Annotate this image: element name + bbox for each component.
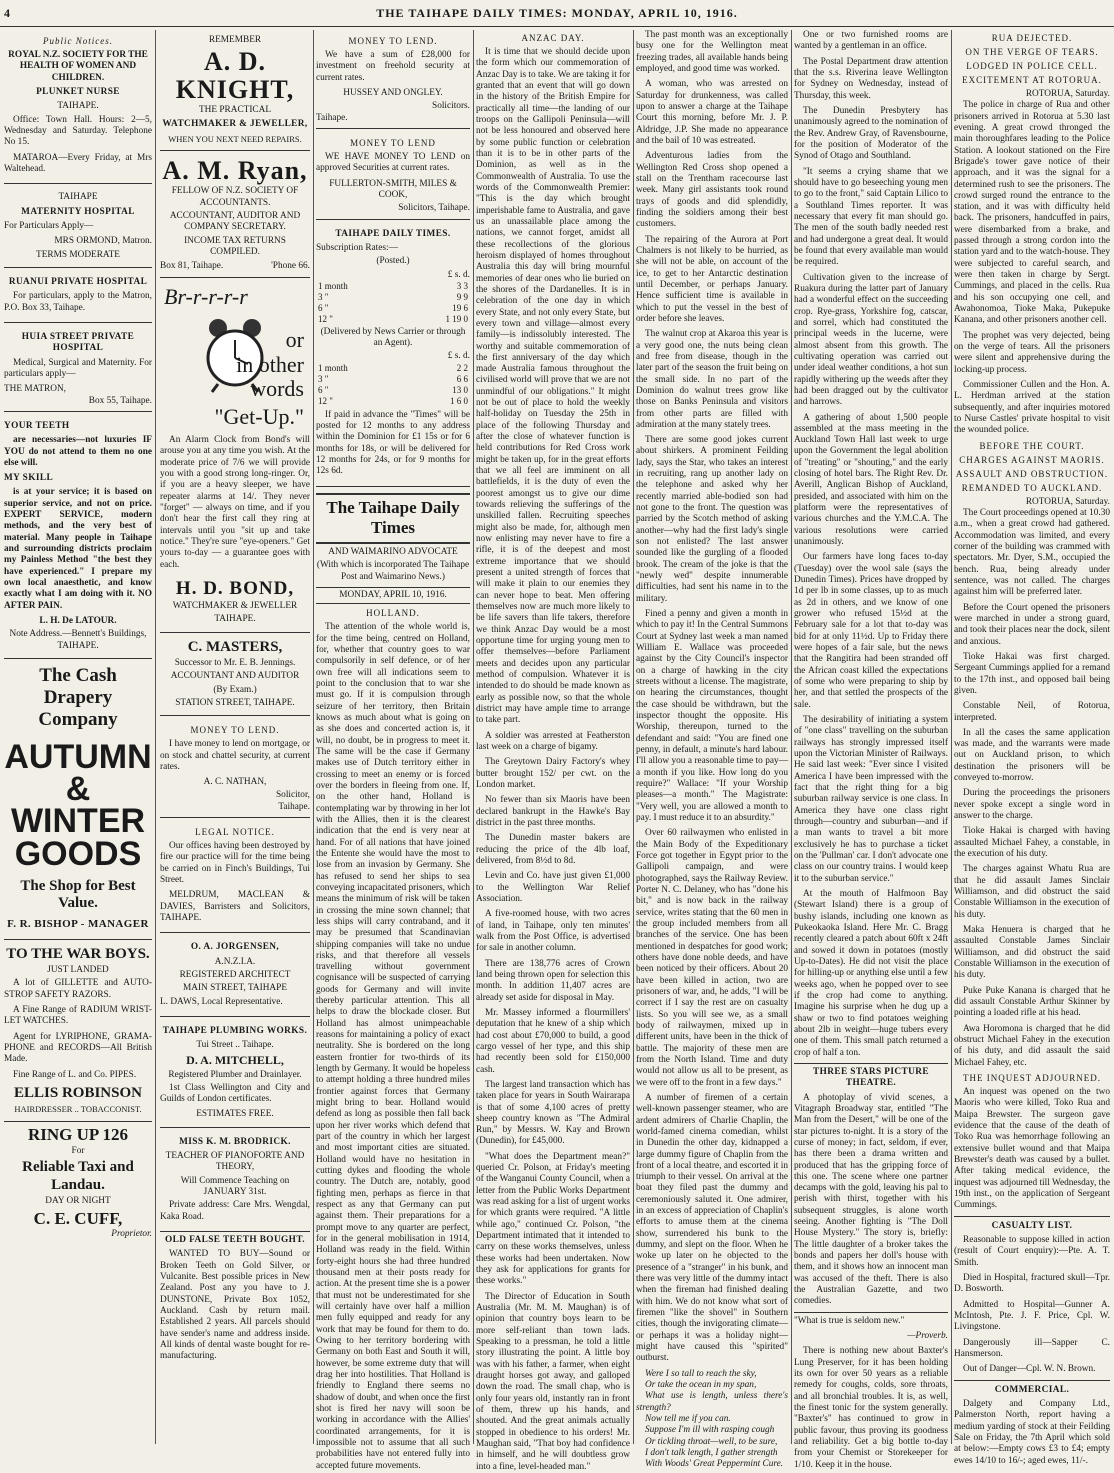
cash-drapery-name: The Cash Drapery (39, 665, 117, 708)
phone: 'Phone 66. (271, 261, 310, 272)
article-text: Tioke Hakai was first charged. Sergeant Cummings applied for a remand to the 17th inst., and opposed bail being given. (954, 651, 1110, 696)
winter-text: WINTER (10, 802, 146, 841)
news-item: There are 138,776 acres of Crown land being thrown open for selection this month. In addition 11,407 acres are already set aside for disposal in May. (476, 958, 630, 1003)
article-text: Before the Court opened the prisoners were marched in under a strong guard, and took their places near the dock, silent and anxious. (954, 602, 1110, 647)
manager: F. R. BISHOP - MANAGER (7, 918, 149, 931)
firm: HUSSEY AND ONGLEY. (343, 87, 443, 98)
article-text: Tioke Hakai is charged with having assaulted Michael Fahey, a constable, in the execution of his duty. (954, 826, 1110, 860)
maternity-title: MATERNITY HOSPITAL (21, 206, 135, 217)
knight-name: A. D. KNIGHT, (175, 47, 295, 104)
column-6 (794, 30, 948, 1470)
estimates: ESTIMATES FREE. (196, 1109, 274, 1120)
remember: REMEMBER (208, 35, 262, 45)
public-notices (4, 30, 152, 184)
news-item: Adventurous ladies from the Wellington Red Cross shop opened a stall on the Trentham racecourse last week. Many girl assistants took round trays of goods and did splendidly, finding the soldiers among their best customers. (636, 151, 788, 230)
rate-amount: 13 0 (452, 384, 468, 395)
text: I have money to lend on mortgage, or on stock and chattel security, at current rates. (160, 739, 310, 772)
article-text: It is time that we should decide upon the form which our commemoration of Anzac Day is to take. We are taking it for granted that an event that will go down in the history of the British Empire for practically all time—the landing of our troops on the Gallipoli Peninsula—will not be less honoured and observed here by some public function or celebration than it is to be in other parts of the Dominion, as well as in the Commonwealth of Australia. To use the words of the Commonwealth Premier: "This is the day which brought imperishable fame to Australia, and gave us an unassailable place among the nations, we cannot forget, amidst all these recollections of the glorious heroism displayed of homes throughout Australia this day will bring mournful memories of dear ones who lie buried on the shores of the Dardanelles. It is in celebration of the one day in which every State, and not only every State, but every town and village—almost every family—is indissolubly interested. The worthy and suitable commemoration of the first anniversary of the day which made Australia famous throughout the civilised world will prove that we are not unmindful of our obligations." It might not be out of place to hold the weekly half-holiday on Tuesday the 25th in place of the following Thursday and after the close of whatever function is held contributions for Red Cross work might be taken up, for in the great efforts that we all feel are imminent on all battlefields, it is the duty of even the poorest amongst us to give our dime towards relieving the sufferings of the unskilled fallen. Recruiting speeches might also be made, for, although men now enlisting may never have to fire a rifle, it is of the deepest and most extreme importance that we should present a united strength of forces that will make it plain to our enemies they can never hope to beat. Men offering themselves now are much more likely to be life savers than life takers, therefore we think Anzac Day would be a most opportune time for urging young men to offer themselves—before Parliament meets and decides upon any particular method of compulsion. Whatever it is intended to do should be made known as early as possible now, so that the whole district may have ample time to arrange to take part. (476, 46, 630, 726)
verse-line: Or tickling throat—well, to be sure, (645, 1436, 778, 1447)
get-up-text: "Get-Up." (214, 403, 304, 429)
article-text: Constable Neil, of Rotorua, interpreted. (954, 701, 1110, 723)
legal-notice (160, 821, 310, 933)
brodrick-ad (160, 1131, 310, 1232)
hussey-ad (316, 30, 470, 129)
sub-heading: EXCITEMENT AT ROTORUA. (962, 74, 1102, 85)
news-item: One or two furnished rooms are wanted by a gentleman in an office. (794, 30, 948, 52)
bond-name: H. D. BOND, (175, 578, 295, 600)
rate-period: 12 " (318, 395, 333, 406)
street: MAIN STREET, TAIHAPE (182, 983, 287, 994)
dateline: ROTORUA, Saturday. (1025, 496, 1110, 507)
news-item: The Greytown Dairy Factory's whey butter brought 152/ per cwt. on the London market. (476, 757, 630, 790)
street: Tui Street .. Taihape. (196, 1040, 274, 1051)
text: are necessaries—not luxuries IF YOU do not attend to them no one else will. (4, 435, 152, 468)
column-rule (791, 30, 792, 1444)
firm: FULLERTON-SMITH, MILES & COOK, (329, 178, 457, 200)
ryan-ad (160, 154, 310, 278)
rate-amount: 6 6 (456, 373, 468, 384)
landed: JUST LANDED (47, 964, 109, 975)
solicitors: Solicitors. (432, 101, 470, 112)
false-teeth-ad (160, 1235, 310, 1363)
ryan-name: A. M. Ryan, (162, 155, 308, 185)
delivered-rates-table (316, 363, 470, 407)
dentist-name: L. H. De LATOUR. (39, 616, 117, 627)
news-item: A woman, who was arrested on Saturday for drunkenness, was called upon to answer a charge at the Taihape Court this morning, before Mr. J. P. Aldridge, J.P. She made no appearance and the bail of 10 was estreated. (636, 79, 788, 146)
verse-line: Suppose I'm ill with rasping cough (645, 1425, 775, 1436)
rate-row (316, 303, 470, 314)
legal-heading: LEGAL NOTICE. (195, 827, 275, 838)
rate-row (316, 385, 470, 396)
news-item: There are some good jokes current about shirkers. A prominent Feilding lady, says the Star, who takes an interest in recruiting, rang up another lady on the telephone and asked why her recently married able-bodied son had not gone to the front. The question was parried by the Scotch method of asking another—why had the first lady's single son not enlisted? The last answer sounded like the gurgling of a flooded brook. The cream of the joke is that the "newly wed" despite innumerable difficulties, had sent his name in to the military. (636, 435, 788, 604)
sub-heading: THE INQUEST ADJOURNED. (962, 1073, 1102, 1084)
skill-heading: MY SKILL (4, 473, 54, 484)
masters-ad (160, 636, 310, 717)
column-3 (316, 30, 470, 1471)
words-text: words (250, 375, 304, 401)
place: TAIHAPE (58, 192, 98, 203)
successor: Successor to Mr. E. B. Jennings. (174, 657, 296, 668)
plunket-place: TAIHAPE. (57, 101, 99, 112)
rate-row (316, 292, 470, 303)
text: For Particulars Apply— (4, 220, 94, 231)
text: Medical, Surgical and Maternity. For particulars apply— (4, 357, 152, 379)
war-boys-ad (4, 943, 152, 1122)
huia-title: HUIA STREET PRIVATE HOSPITAL (21, 331, 135, 354)
repairs: WHEN YOU NEXT NEED REPAIRS. (168, 133, 302, 144)
news-item: Fined a penny and given a month in which to pay it! In the Central Summons Court at Sydney last week a man named William E. Wallace was proceeded against by the City Council's inspector on a charge of hawking in the city streets without a license. The magistrate, on hearing the circumstances, thought the case should be withdrawn, but the inspector thought the opposite. His Worship, thereupon, turned to the defendant and said: "You are fined one penny, in default, a minute's hard labour. I'll allow you a reasonable time to pay—a month if you like. How long do you require?" Wallace: "If your Worship pleases—a month." The Magistrate: "Very well, you are allowed a month to pay. I must reduce it to an absurdity." (636, 609, 788, 823)
article-text: The attention of the whole world is, for the time being, centred on Holland, for, whether that country goes to war compulsorily in self defence, or of her own free will all indications seem to point to the conclusion that to war she must go. If it is compulsion through seizure of her territory, then Britain knows as much about what is going on as she does and concerted action is, it will, no doubt, be in progress to meet it. The same will be the case if Germany makes use of Dutch territory either in crossing to meet an enemy or is forced over the borders in fleeing from one. If, on the other hand, Holland is contemplating war by throwing in her lot with the Allies, then it is the clearest indication that the end is very near at hand. For of all nations that have joined the Entente she would have the most to lose from an invasion by Germany. She has refused to send her ships to sea conveying incapacitated prisoners, which means the minimum of risk will be taken in crossing the mine sown channel; that less ships will carry contraband, and it may be presumed that Scandinavian shipping companies will take no undue risks, and that therefore all vessels travelling without government cognisance will be suspected of carrying goods for Germany and will invite thereby particular attention. This all helps to draw the blockade closer. But Holland has almost unimpeachable reasons for maintaining a policy of exact neutrality. She is bordered on the long eastern frontier for two-thirds of its length by Germany. It would be hopeless to attempt holding a three hundred miles frontier against forces that Germany might bring to bear. Holland would defend as long as possible then fall back upon her river works which defend that part of the country in which her largest and most important cities are situated. Holland would have no hesitation in cutting dykes and flooding the whole country. The Dutch are, notably, good fighting men, perhaps as fierce in that respect as any that Germany can put against them. Their preparations for a prompt move to any quarter are perfect, for in the general mobilisation in 1914, Holland was ready in the field. Within forty-eight hours she had three hundred thousand men at their posts ready for action. At the present time she is a power that must not be underestimated for she will certainly have over half a million men fully equipped and ready for any work that may be found for them to do. Owing to her territory bordering with Germany on both East and South it will, however, be some extreme duty that will drag her into hostilities. That Holland is friendly to England there seems no shadow of doubt, and when once the first shot is fired her navy will soon be working in accordance with the Allies' coordinated arrangements, for it is impossible not to assume that all such probabilities have not entered fully into accepted future movements. (316, 622, 470, 1471)
column-rule (155, 30, 156, 1444)
rate-amount: 1 19 0 (445, 313, 468, 324)
ruanui-title: RUANUI PRIVATE HOSPITAL (8, 276, 148, 287)
rate-amount: 19 6 (452, 302, 468, 313)
article-text: The charges against Whatu Rua are that he did assault James Sinclair Williamson, and did obstruct the said Constable Williamson in the execution of his duty. (954, 864, 1110, 920)
news-item: The past month was an exceptionally busy one for the Wellington meat freezing trades, all available hands being employed, and good time was worked. (636, 30, 788, 74)
plumbing-ad (160, 1020, 310, 1128)
article-text: Awa Horomona is charged that he did obstruct Michael Fahey in the execution of his duty, and did assault the said Michael Fahey, etc. (954, 1023, 1110, 1068)
masthead (0, 0, 1114, 27)
text: is at your service; it is based on superior service, and not on price. EXPERT SERVICE, modern methods, and the very best of material. Many people in Taihape and surrounding districts proclaim my Painless Method "the best they have experienced." I prepare my own local anaesthetic, and know exactly what I am doing with it. NO AFTER PAIN. (4, 487, 152, 611)
place: Taihape. (278, 801, 310, 812)
nathan-ad (160, 719, 310, 818)
news-item: Our farmers have long faces to-day (Tuesday) over the wool sale (says the Dunedin Times). Prices have dropped by 1d per lb in some classes, up to as much as 2d in others, and we know of one grower who refused 15½d at the February sale for a lot that to-day was bid for at only 11½d. Up to Friday there were hopes of a fair sale, but the news that the Rangitira had been stranded off the African coast killed the expectations of some who were preparing to ship by her, and that settled the prospects of the sale. (794, 552, 948, 710)
news-item: No fewer than six Maoris have been declared bankrupt in the Hawke's Bay district in the past three months. (476, 795, 630, 828)
news-item: "What does the Department mean?" queried Cr. Polson, at Friday's meeting of the Wanganui County Council, when a letter from the Public Works Department was read asking for a list of urgent works for which grants were required. "A little while ago," continued Cr. Polson, "the Department intimated that it intended to carry on these works themselves, unless these works had been undertaken. Now they ask for applications for grants for these works." (476, 1151, 630, 1287)
column-rule (473, 30, 474, 1444)
column-1 (4, 30, 152, 1444)
news-item: "It seems a crying shame that we should have to go beseeching young men to go to the front," said Captain Lilico to a Southland Times reporter. It was necessary that every fit man should go. The men of the south badly needed rest and had undergone a great deal. It would be found that every available man would be required. (794, 166, 948, 268)
fellow: FELLOW OF N.Z. SOCIETY OF ACCOUNTANTS. (171, 186, 299, 208)
sub-heading: BEFORE THE COURT. (979, 440, 1085, 451)
false-teeth-heading: OLD FALSE TEETH BOUGHT. (165, 1235, 305, 1246)
firm: MELDRUM, MACLEAN & DAVIES, Barristers and Solicitors, TAIHAPE. (160, 890, 310, 924)
rate-period: 12 " (318, 313, 333, 324)
posted-rates-table (316, 281, 470, 325)
in-other-text: in other (236, 351, 304, 377)
cash-drapery-ad (4, 662, 152, 940)
rate-row (316, 281, 470, 292)
column-rule (951, 30, 952, 1444)
money-to-lend-heading: MONEY TO LEND (350, 137, 436, 148)
theatre-text: A photoplay of vivid scenes, a Vitagraph Broadway star, entitled "The Man from the Desert," will be one of the star pictures to-night. It is a story of the curse of money; in fact, seldom, if ever, has there been a drama written and produced that has the gripping force of this one. The scene where one partner decamps with the gold, leaving his pal to perish with thirst, together with his subsequent struggles, is alone worth seeing. Another fighting is "The Doll House Mystery." The story is, briefly: The little daughter of a broker takes the bonds and papers her doll's house with them, and it shows how an innocent man was accused of the theft. There is also the Australian Gazette, and two comedies. (794, 1092, 948, 1307)
sub-heading: LODGED IN POLICE CELL. (966, 60, 1098, 71)
teacher: TEACHER OF PIANOFORTE AND THEORY, (165, 1151, 305, 1173)
fullerton-ad (316, 132, 470, 220)
commercial-text: Dalgety and Company Ltd., Palmerston North, report having a medium yarding of stock at their Feilding Sale on Friday, the 7th April which sold at below:—Empty cows £3 to £4; empty ewes 14/10 to 16/-; aged ewes, 11/-. (954, 1398, 1110, 1466)
architect-ad (160, 936, 310, 1017)
matron: THE MATRON, (4, 384, 66, 395)
peppermint-cure-verse (636, 1369, 788, 1471)
alarm-clock-ad (160, 281, 310, 633)
box: Box 55, Taihape. (88, 395, 152, 406)
verse-line: Now tell me if you can. (645, 1414, 731, 1425)
income-tax: INCOME TAX RETURNS COMPILED. (184, 235, 286, 257)
verse-line: Or take the ocean in my span, (645, 1380, 757, 1391)
sub-heading: ON THE VERGE OF TEARS. (965, 46, 1099, 57)
text: Fine Range of L. and Co. PIPES. (13, 1069, 137, 1080)
ring-up: RING UP 126 (27, 1124, 129, 1144)
representative: L. DAWS, Local Representative. (160, 996, 283, 1007)
currency-header: £ s. d. (447, 269, 470, 280)
mataroa-notice: MATAROA—Every Friday, at Mrs Waltehead. (4, 152, 152, 174)
casualty-heading: CASUALTY LIST. (954, 1216, 1110, 1232)
article-text: An inquest was opened on the two Maoris who were killed, Toko Rua and Maipa Brewster. The surgeon gave evidence that the cause of the death of Toko Rua was hemorrhage following an extensive bullet wound and that Maipa Brewster's death was caused by a bullet. After taking medical evidence, the inquest was adjourned till Wednesday, the 19th inst., on the application of Sergeant Cummings. (954, 1086, 1110, 1211)
article-text: The Court proceedings opened at 10.30 a.m., when a great crowd had gathered. Accommodation was limited, and every corner of the building was crammed with spectators. Mr. Dyer, S.M., occupied the bench. Rua, being already under sentence, was not called. The charges against him will be preferred later. (954, 507, 1110, 598)
trade: ACCOUNTANT AND AUDITOR (170, 671, 300, 682)
practical: THE PRACTICAL (198, 104, 272, 115)
article-text: During the proceedings the prisoners never spoke except a single word in answer to the charge. (954, 788, 1110, 822)
nathan-name: A. C. NATHAN, (203, 777, 267, 788)
news-item: The largest land transaction which has taken place for years in South Wairarapa is that of some 4,100 acres of pretty sheep country known as "The Admiral Run," by Messrs. W. Kay and Brown (Dunedin), for £45,000. (476, 1079, 630, 1147)
article-heading: ANZAC DAY. (521, 33, 585, 43)
shop-tagline: The Shop for Best Value. (20, 877, 136, 912)
autumn-text: AUTUMN & (4, 737, 152, 808)
rate-period: 3 " (318, 373, 329, 384)
casualty-item: Died in Hospital, fractured skull—Tpr. D. Bosworth. (954, 1272, 1110, 1295)
verse-line: What use is length, unless there's strength? (636, 1391, 788, 1413)
solicitor: Solicitor, (276, 790, 310, 801)
watchmaker: WATCHMAKER & JEWELLER, (162, 119, 308, 130)
reliable: Reliable Taxi and (22, 1159, 134, 1176)
news-item: A soldier was arrested at Featherston last week on a charge of bigamy. (476, 730, 630, 752)
contact-row (160, 261, 310, 272)
matron-name: MRS ORMOND, Matron. (54, 236, 152, 247)
news-item: The Dunedin Presbytery has unanimously agreed to the nomination of the Rev. Andrew Gray, of Ravensbourne, for the position of Moderator of the Synod of Otago and Southland. (794, 105, 948, 162)
article-text: Maka Henuera is charged that he assaulted Constable James Sinclair Williamson, and did obstruct the said Constable Williamson in the execution of his duty. (954, 925, 1110, 981)
goods-text: GOODS (14, 834, 142, 873)
anzia: A.N.Z.I.A. (214, 956, 256, 967)
news-item: At the mouth of Halfmoon Bay (Stewart Island) there is a group of bushy islands, including one known as Pukeokaoka Island. Here Mr. C. Bragg recently cleared a patch about 60ft x 24ft and sowed it down in potatoes (mostly Up-to-Dates). He did not visit the place for hilling-up or anything else until a few weeks ago, when he popped over to see if the crop had come to anything. Imagine his surprise when he dug up a shaw or two to find potatoes weighing about 2lb in weight—huge tubers every one of them. This small patch returned a crop of half a ton. (794, 888, 948, 1058)
ellis-robinson: ELLIS ROBINSON (14, 1084, 142, 1101)
editorial-masthead: The Taihape Daily Times (316, 493, 470, 544)
text: We have a sum of £28,000 for investment on freehold security at current rates. (316, 49, 470, 83)
text: A lot of GILLETTE and AUTO-STROP SAFETY RAZORS. (4, 978, 152, 1000)
architect: REGISTERED ARCHITECT (179, 970, 291, 981)
terms: TERMS MODERATE (36, 249, 120, 260)
issue-date: MONDAY, APRIL 10, 1916. (316, 587, 470, 604)
mitchell-name: D. A. MITCHELL, (186, 1052, 284, 1067)
jorgensen-name: O. A. JORGENSEN, (190, 942, 280, 953)
masters-name: C. MASTERS, (187, 638, 283, 655)
subscription-rates (316, 223, 470, 487)
currency-header: £ s. d. (447, 351, 470, 362)
column-rule (313, 30, 314, 1444)
rate-period: 1 month (318, 280, 348, 291)
text: WANTED TO BUY—Sound or Broken Teeth on Gold Silver, or Vulcanite. Best possible prices in New Zealand. Post any you have to J. DUNSTONE, Private Box 1052, Auckland. Cash by return mail. Established 2 years. All parcels should have sender's name and address inside. All kinds of dental waste bought for re-manufacturing. (160, 1249, 310, 1362)
rate-period: 1 month (318, 362, 348, 373)
news-item: The Postal Department draw attention that the s.s. Riverina leave Wellington for Sydney on Wednesday, instead of Thursday, this week. (794, 56, 948, 101)
brr-text: Br-r-r-r-r (164, 283, 248, 309)
taxi-ad (4, 1125, 152, 1241)
certificates: 1st Class Wellington and City and Guilds of London certificates. (160, 1082, 310, 1105)
rate-amount: 1 6 0 (450, 395, 468, 406)
article-heading: HOLLAND. (366, 608, 420, 619)
dentist-ad (4, 415, 152, 659)
news-item: A number of firemen of a certain well-known passenger steamer, who are ardent admirers of Charlie Chaplin, the world-famed cinema comedian, whilst in Dunedin the other day, kidnapped a large dummy figure of Chaplin from the front of a local theatre, and escorted it in triumph to their vessel. On arrival at the boat they filed past the dummy and ceremoniously saluted it. One admirer, in an excess of appreciation of Chaplin's efforts to amuse them at the cinema show, surrendered his bunk to the dummy, and slept on the floor. When he woke up later on he objected to the presence of a "stranger" in his bunk, and there was very little of the dummy intact when the fireman had finished dealing with him. We do not know what sort of firemen "like the shovel" in Southern cities, though the invigorating climate—or perhaps it was a holiday night—might have caused this "spirited" outburst. (636, 1092, 788, 1364)
rate-row (316, 363, 470, 374)
proprietor: Proprietor. (111, 1228, 152, 1239)
article-heading: RUA DEJECTED. (991, 33, 1073, 43)
news-item: A five-roomed house, with two acres of land, in Taihape, only ten minutes' walk from the Post Office, is advertised for sale in another column. (476, 909, 630, 954)
office-hours: Office: Town Hall. Hours: 2—5, Wednesday and Saturday. Telephone No 15. (4, 114, 152, 148)
column-5 (636, 30, 788, 1470)
plunket-heading: PLUNKET NURSE (36, 86, 120, 97)
verse-line: With Woods' Great Peppermint Cure. (645, 1459, 784, 1470)
casualty-item: Dangerously ill—Sapper C. Hansmerson. (954, 1337, 1110, 1359)
address: Private address: Care Mrs. Wengdal, Kaka Road. (160, 1200, 310, 1222)
money-to-lend-heading: MONEY TO LEND. (190, 725, 280, 736)
knight-ad (160, 30, 310, 151)
rate-period: 6 " (318, 302, 329, 313)
incorporated: (With which is incorporated The Taihape Post and Waimarino News.) (316, 560, 470, 582)
article-text: In all the cases the same application was made, and the warrants were made out on Auckland prison, to which destination the prisoners will be conveyed to-morrow. (954, 727, 1110, 784)
exam: (By Exam.) (213, 684, 257, 695)
dateline: ROTORUA, Saturday. (1025, 88, 1110, 99)
money-to-lend-heading: MONEY TO LEND. (348, 36, 438, 46)
sub-heading: ASSAULT AND OBSTRUCTION. (955, 468, 1109, 479)
bond-place: TAIHAPE. (214, 614, 256, 625)
article-text: The prophet was very dejected, being on the verge of tears. All the prisoners were silent and apprehensive during the locking-up process. (954, 330, 1110, 375)
news-item: Cultivation given to the increase of Ruakura during the latter part of January had a wonderful effect on the succeeding crop. Rye-grass, Yorkshire fog, catscar, and sorrel, which had constituted the principal weeds in the lucerne, were almost absent from this growth. The cultivating operation was carried out under ideal weather conditions, a hot sun rapidly withering up the weeds after they had been dragged out by the cultivator and harrows. (794, 272, 948, 408)
news-item: The Dunedin master bakers are reducing the price of the 4lb loaf, delivered, from 8½d to 8d. (476, 833, 630, 866)
registered: Registered Plumber and Drainlayer. (168, 1069, 302, 1080)
sub-heading: REMANDED TO AUCKLAND. (961, 482, 1103, 493)
text: Our offices having been destroyed by fire our practice will for the time being be carried on in Finch's Buildings, Tui Street. (160, 841, 310, 886)
news-item: A gathering of about 1,500 people assembled at the mass meeting in the Auckland Town Hall last week to urge upon the Government the legal abolition of "treating" or "shouting," and the early closing of hotel bars. The Right Rev. Dr. Averill, Anglican Bishop of Auckland, presided, and associated with him on the platform were the representatives of various churches and the Y.M.C.A. The various resolutions were carried unanimously. (794, 412, 948, 548)
alarm-text: An Alarm Clock from Bond's will arouse you at any time you wish. At the moderate price of 7/6 we will provide you with a good strong long-ringer. Or, if you are a heavy sleeper, we have repeater alarms at 14/. They never "forget" — always on time, and if you don't hear the first call they ring at intervals until you "sit up and take notice." They're sure "eye-openers." Get yours to-day — a guarantee goes with each. (160, 435, 310, 570)
rate-period: 6 " (318, 384, 329, 395)
solicitors: Solicitors, Taihape. (398, 203, 470, 214)
sub-heading: CHARGES AGAINST MAORIS. (959, 454, 1105, 465)
news-item: Mr. Massey informed a flourmillers' deputation that he knew of a ship which had cost about £70,000 to build, a good cargo vessel of her type, and this ship had recently been sold for £150,000 cash. (476, 1007, 630, 1075)
masthead-title: THE TAIHAPE DAILY TIMES: MONDAY, APRIL 10, 1916. (376, 6, 738, 20)
news-item: The walnut crop at Akaroa this year is a very good one, the nuts being clean and free from disease, though in the later part of the season the fruit being on the small side. In no part of the Dominion do walnut trees grow like those on Banks Peninsula and visitors from other parts are filled with admiration at the many stately trees. (636, 329, 788, 430)
ruanui-ad (4, 271, 152, 323)
commercial-heading: COMMERCIAL. (954, 1380, 1110, 1396)
dentist-address: Note Address.—Bennett's Buildings, TAIHAPE. (9, 629, 147, 651)
cash-drapery-company: Company (38, 708, 118, 730)
article-text: Puke Puke Kanana is charged that he did assault Constable Arthur Skinner by pointing a loaded rifle at his head. (954, 985, 1110, 1019)
subs-heading: Subscription Rates:— (316, 242, 398, 253)
column-7 (954, 30, 1110, 1466)
bond-trade: WATCHMAKER & JEWELLER (172, 600, 298, 611)
rate-row (316, 314, 470, 325)
place: Taihape. (316, 112, 348, 123)
rate-amount: 2 2 (456, 362, 468, 373)
column-rule (633, 30, 634, 1444)
news-item: The desirability of initiating a system of "one class" travelling on the suburban railways has strongly impressed itself upon the Victorian Minister of Railways. He said last week: "Ever since I visited America I have been impressed with the fact that the right thing for a big suburban railway service is one class. In America they have one class right through—country and suburban—and if a man wants to travel a bit more exclusively he has to purchase a ticket on the 'Pullman' car. I don't advocate one class on our country trains. I would keep it to the suburban service." (794, 715, 948, 884)
cuff-name: C. E. CUFF, (33, 1209, 123, 1229)
news-item: Over 60 railwaymen who enlisted in the Main Body of the Expeditionary Force got together in Egypt prior to the Gallipoli campaign, and were photographed, says the Railway Review. Porter N. C. Delaney, who has "done his bit," and is now back in the railway service, writes stating that the 60 men in the group included members from all branches of the service. One has been mentioned in despatches for good work; others have done noble deeds, and have been noticed by their officers. About 20 have been killed in action, two are prisoners of war, and, he adds, "I will be correct if I say the rest are on casualty lists. So you will see we, as a small body of railwaymen, mixed up in different units, have been in the thick of battle. The majority of these men are from the North Island. Time and duty would not allow us all to be present, as we were off to the front in a few days." (636, 828, 788, 1088)
article-text: Commissioner Cullen and the Hon. A. L. Herdman arrived at the station subsequently, and after inquiries motored to Nurse Castles' private hospital to visit the wounded police. (954, 380, 1110, 436)
text: WE HAVE MONEY TO LEND on approved Securities at current rates. (316, 151, 470, 174)
rate-amount: 9 9 (456, 291, 468, 302)
theatre-heading: THREE STARS PICTURE THEATRE. (794, 1063, 948, 1090)
verse-line: Were I so tall to reach the sky, (645, 1368, 757, 1379)
rate-amount: 3 3 (456, 280, 468, 291)
street: STATION STREET, TAIHAPE. (175, 697, 295, 708)
paper-title: TAIHAPE DAILY TIMES. (335, 228, 451, 239)
casualty-item: Admitted to Hospital—Gunner A. McIntosh, Pte. J. F. Price, Cpl. W. Livingstone. (954, 1299, 1110, 1333)
landau: Landau. (51, 1176, 105, 1193)
column-2 (160, 30, 310, 1444)
huia-ad (4, 326, 152, 412)
teeth-heading: YOUR TEETH (4, 420, 70, 431)
text: A Fine Range of RADIUM WRIST-LET WATCHES. (4, 1004, 152, 1027)
text: Agent for LYRIPHONE, GRAMA-PHONE and RECORDS—All British Made. (4, 1031, 152, 1065)
casualty-item: Reasonable to suppose killed in action (result of Court enquiry):—Pte. A. T. Smith. (954, 1234, 1110, 1268)
article-text: The police in charge of Rua and other prisoners arrived in Rotorua at 5.30 last evening. A great crowd thronged the main thoroughfares leading to the Police Station. A lookout stationed on the Fire Brigade's tower gave notice of their approach, and it was the signal for a determined rush to see the prisoners. The crowd surged round the entrance to the station, and it was with difficulty held back. The prisoners, handcuffed in pairs, were disembarked from a brake, and passed through a strong cordon into the station yard and to the watch-house. They were subjected to careful search, and were then taken in charge by Sergt. Cummings, and placed in the cells. Rua and his son occupying one cell, and Awahonomoa, Tioke Maka, Pukepuke Kanana, and other prisoners another cell. (954, 100, 1110, 326)
brodrick-name: MISS K. M. BRODRICK. (179, 1136, 291, 1147)
text: If paid in advance the "Times" will be posted for 12 months to any address within the Dominion for £1 15s or for 6 months for 18s, or will be delivered for 12 months for 24s, or for 9 months for 12s 6d. (316, 409, 470, 477)
commence: Will Commence Teaching on JANUARY 31st. (180, 1175, 290, 1198)
proverb-attribution: —Proverb. (907, 1331, 948, 1342)
text: For particulars, apply to the Matron, P.O. Box 33, Taihape. (4, 291, 152, 313)
war-heading: TO THE WAR BOYS. (6, 945, 150, 962)
rate-period: 3 " (318, 291, 329, 302)
society-name: ROYAL N.Z. SOCIETY FOR THE HEALTH OF WOMEN AND CHILDREN. (8, 49, 148, 83)
news-item: Levin and Co. have just given £1,000 to the Wellington War Relief Association. (476, 871, 630, 904)
section-heading: Public Notices. (43, 36, 113, 46)
accountant: ACCOUNTANT, AUDITOR AND COMPANY SECRETARY. (169, 210, 301, 233)
verse-line: I don't talk length, I gather strength (645, 1448, 778, 1459)
rate-row (316, 396, 470, 407)
column-4 (476, 30, 630, 1472)
proverb-quote: "What is true is seldom new." (794, 1312, 948, 1327)
advocate: AND WAIMARINO ADVOCATE (328, 547, 458, 558)
posted: (Posted.) (376, 256, 410, 267)
news-item: The repairing of the Aurora at Port Chalmers is not likely to be hurried, as she will not be able, on account of the ice, to get to her Antarctic destination until December, or perhaps January. Hence sufficient time is available in which to put the vessel in the best of order before she leaves. (636, 234, 788, 324)
news-item: The Director of Education in South Australia (Mr. M. M. Maughan) is of opinion that country boys learn to be more self-reliant than town lads. Speaking to a pressman, he told a little story illustrating the point. A little boy was with his father, a farmer, when eight draught horses got away, and galloped down the road. The small chap, who is only four years old, instantly ran in front of them, threw up his hands, and shouted. And the great animals actually stopped in obedience to his orders! Mr. Maughan said, "That boy had confidence in himself, and he will doubtless grow into a fine, level-headed man." (476, 1291, 630, 1472)
or-text: or (285, 327, 304, 353)
page-number: 4 (4, 6, 11, 20)
delivered: (Delivered by News Carrier or through an Agent). (320, 326, 466, 349)
day-night: DAY OR NIGHT (45, 1195, 111, 1206)
rate-row (316, 374, 470, 385)
ellis-trade: HAIRDRESSER .. TOBACCONIST. (14, 1104, 142, 1115)
box: Box 81, Taihape. (160, 261, 224, 272)
plumbing-heading: TAIHAPE PLUMBING WORKS. (162, 1026, 308, 1037)
maternity-ad (4, 187, 152, 268)
baxter-text: There is nothing new about Baxter's Lung Preserver, for it has been holding its own for over 50 years as a reliable remedy for coughs, colds, sore throats, and all bronchial troubles. It is, as well, the finest tonic for the system generally. "Baxter's" has continued to grow in public favour, thus proving its goodness and reliability. Get a big bottle to-day from your Chemist or Storekeeper for 1/10. Keep it in the house. (794, 1346, 948, 1470)
casualty-item: Out of Danger—Cpl. W. N. Brown. (963, 1364, 1096, 1375)
for: For (71, 1146, 85, 1157)
